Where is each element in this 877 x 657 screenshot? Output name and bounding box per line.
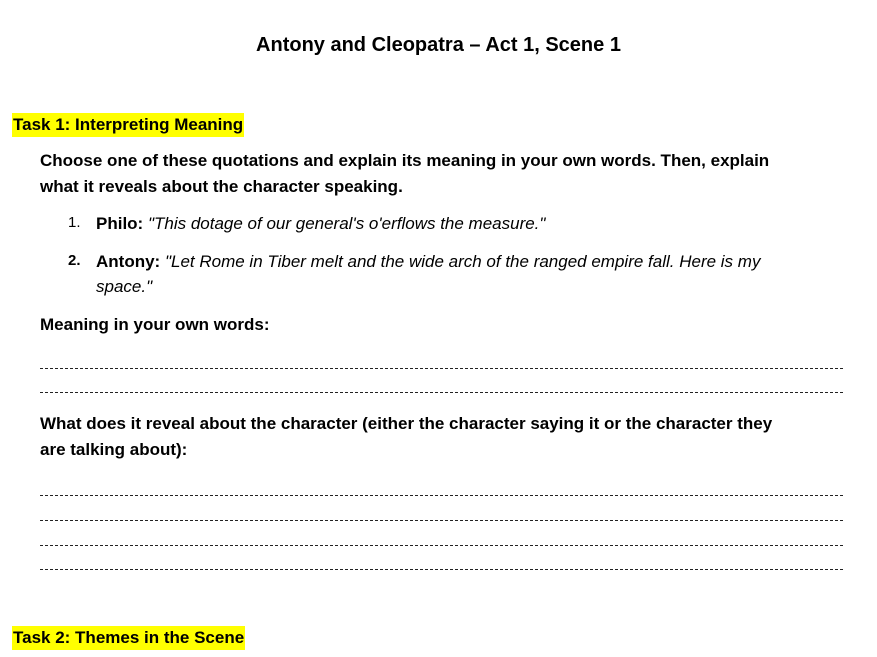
quote-1-text: "This dotage of our general's o'erflows the measure." — [147, 214, 546, 233]
quote-2-text-line1: "Let Rome in Tiber melt and the wide arch of the ranged empire fall. Here is my — [164, 252, 761, 271]
task1-instruction-line2: what it reveals about the character speaking. — [40, 177, 403, 196]
reveal-label-line2: are talking about): — [40, 440, 188, 459]
task1-instruction-line1: Choose one of these quotations and explain its meaning in your own words. Then, explain — [40, 151, 770, 170]
answer-line[interactable] — [40, 368, 843, 369]
reveal-label-line1: What does it reveal about the character (either the character saying it or the character they — [40, 414, 773, 433]
answer-line[interactable] — [40, 569, 843, 570]
quote-2-speaker: Antony: — [96, 252, 161, 271]
page-title: Antony and Cleopatra – Act 1, Scene 1 — [256, 34, 621, 56]
quote-2-text-line2: space." — [96, 277, 153, 296]
answer-line[interactable] — [40, 520, 843, 521]
quote-2 — [96, 249, 760, 274]
meaning-label: Meaning in your own words: — [40, 315, 270, 334]
quote-2-line2 — [96, 274, 152, 299]
answer-line[interactable] — [40, 392, 843, 393]
quote-1-speaker: Philo: — [96, 214, 144, 233]
answer-line[interactable] — [40, 495, 843, 496]
quote-1-number: 1. — [68, 214, 81, 231]
answer-line[interactable] — [40, 545, 843, 546]
task2-heading: Task 2: Themes in the Scene — [12, 626, 245, 650]
quote-2-number: 2. — [68, 252, 81, 269]
task1-heading: Task 1: Interpreting Meaning — [12, 113, 244, 137]
quote-1 — [96, 211, 545, 236]
